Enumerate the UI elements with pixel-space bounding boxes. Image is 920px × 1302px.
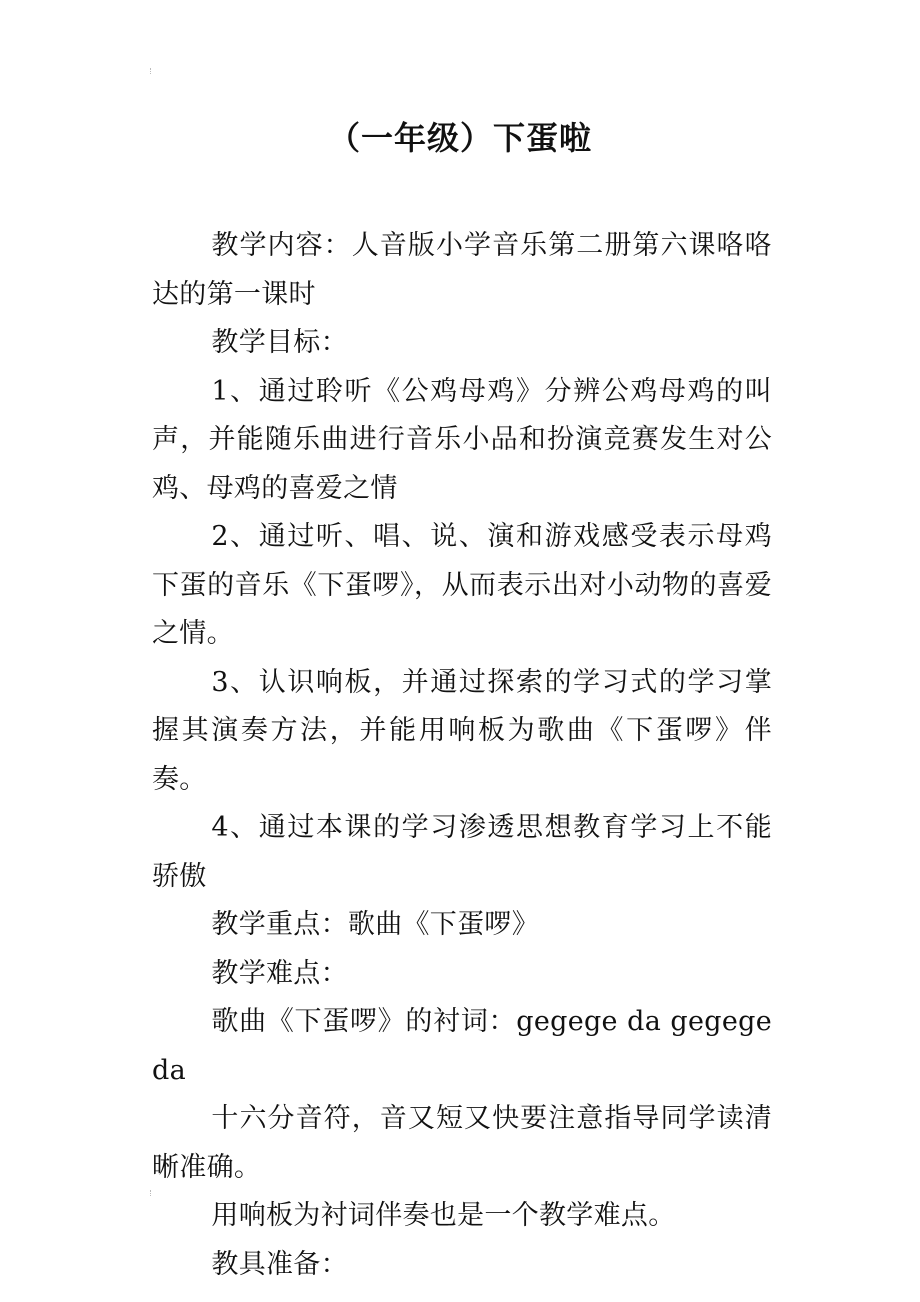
paragraph-key-point: 教学重点：歌曲《下蛋啰》 xyxy=(211,909,539,940)
paragraph-goal-2: 2、通过听、唱、说、演和游戏感受表示母鸡下蛋的音乐《下蛋啰》，从而表示出对小动物的喜爱之情。 xyxy=(152,521,772,649)
paragraph-difficulty-heading: 教学难点： xyxy=(211,957,348,989)
scan-mark-top xyxy=(150,68,154,74)
paragraph-difficulty-castanets: 用响板为衬词伴奏也是一个教学难点。 xyxy=(211,1200,676,1231)
paragraph-goal-1: 1、通过聆听《公鸡母鸡》分辨公鸡母鸡的叫声，并能随乐曲进行音乐小品和扮演竞赛发生对公鸡、母鸡的喜爱之情 xyxy=(152,375,772,504)
paragraph-difficulty-lyrics: 歌曲《下蛋啰》的衬词：gegege da gegege da xyxy=(152,1006,772,1086)
document-title: （一年级）下蛋啦 xyxy=(327,119,592,157)
document-body xyxy=(152,222,772,1289)
paragraph-teaching-content: 教学内容：人音版小学音乐第二册第六课咯咯达的第一课时 xyxy=(152,230,772,310)
scan-mark-bottom xyxy=(150,1190,154,1196)
paragraph-materials-heading: 教具准备： xyxy=(211,1248,348,1280)
paragraph-goal-4: 4、通过本课的学习渗透思想教育学习上不能骄傲 xyxy=(152,812,772,892)
paragraph-teaching-goals-heading: 教学目标： xyxy=(211,327,348,358)
paragraph-goal-3: 3、认识响板，并通过探索的学习式的学习掌握其演奏方法，并能用响板为歌曲《下蛋啰》伴奏。 xyxy=(152,666,772,795)
paragraph-difficulty-rhythm: 十六分音符，音又短又快要注意指导同学读清晰准确。 xyxy=(152,1103,772,1183)
